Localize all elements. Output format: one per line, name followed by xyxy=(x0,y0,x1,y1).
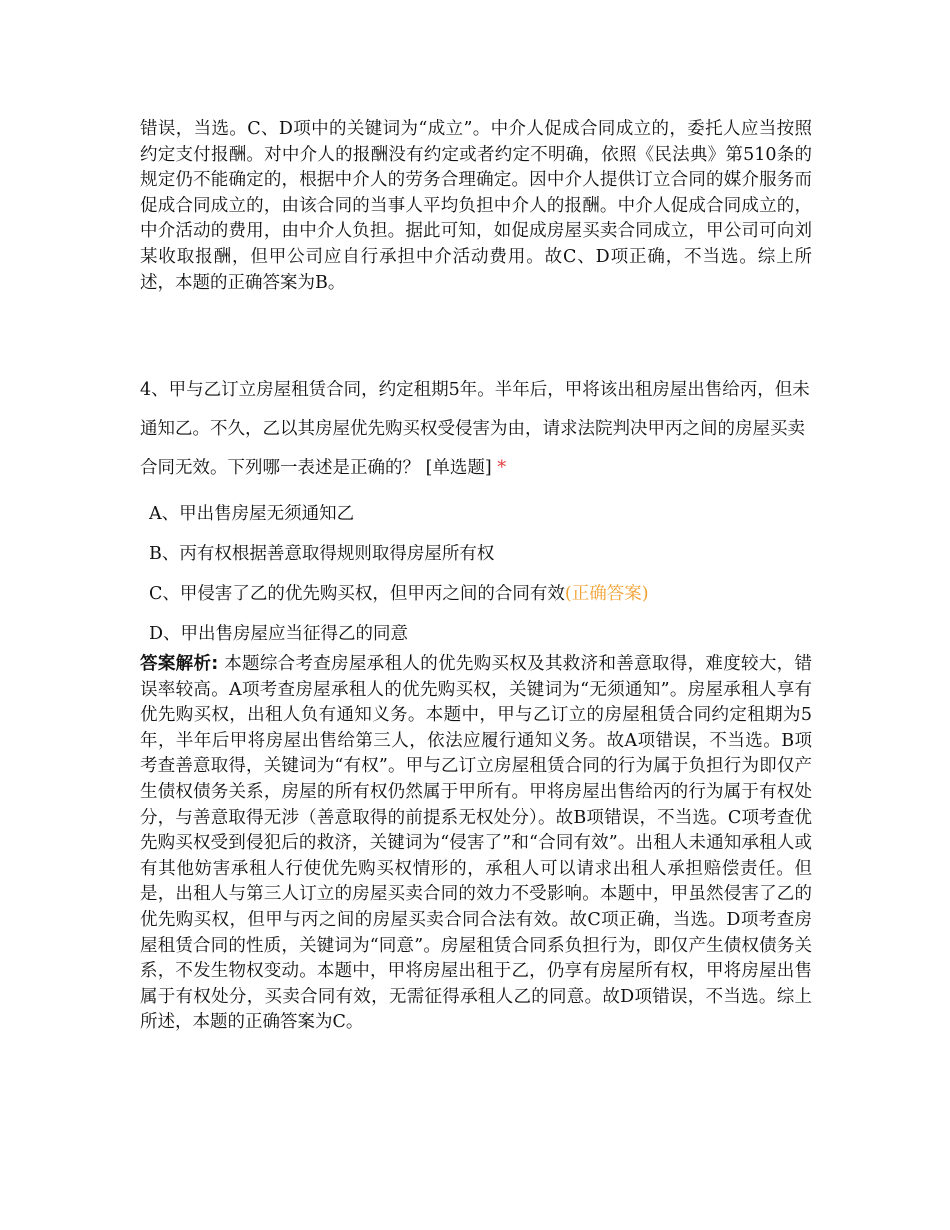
option-a xyxy=(149,494,812,534)
required-asterisk: * xyxy=(497,458,507,478)
option-d xyxy=(149,614,812,654)
question-4 xyxy=(140,371,812,654)
option-d-text: D、甲出售房屋应当征得乙的同意 xyxy=(149,624,409,644)
question-stem xyxy=(140,371,812,488)
option-c xyxy=(149,574,812,614)
answer-analysis xyxy=(140,652,812,1036)
option-b xyxy=(149,534,812,574)
option-list xyxy=(149,494,812,654)
question-type-label: [单选题] xyxy=(425,458,492,478)
option-b-text: B、丙有权根据善意取得规则取得房屋所有权 xyxy=(149,544,495,564)
question-stem-text: 4、甲与乙订立房屋租赁合同，约定租期5年。半年后，甲将该出租房屋出售给丙，但未通知乙。不久，乙以其房屋优先购买权受侵害为由，请求法院判决甲丙之间的房屋买卖合同无效。下列哪一表述是正确的？ xyxy=(140,380,810,478)
analysis-text: 本题综合考查房屋承租人的优先购买权及其救济和善意取得，难度较大，错误率较高。A项考查房屋承租人的优先购买权，关键词为“无须通知”。房屋承租人享有优先购买权，出租人负有通知义务。本题中，甲与乙订立的房屋租赁合同约定租期为5年，半年后甲将房屋出售给第三人，依法应履行通知义务。故A项错误，不当选。B项考查善意取得，关键词为“有权”。甲与乙订立房屋租赁合同的行为属于负担行为即仅产生债权债务关系，房屋的所有权仍然属于甲所有。甲将房屋出售给丙的行为属于有权处分，与善意取得无涉（善意取得的前提系无权处分）。故B项错误，不当选。C项考查优先购买权受到侵犯后的救济，关键词为“侵害了”和“合同有效”。出租人未通知承租人或有其他妨害承租人行使优先购买权情形的，承租人可以请求出租人承担赔偿责任。但是，出租人与第三人订立的房屋买卖合同的效力不受影响。本题中，甲虽然侵害了乙的优先购买权，但甲与丙之间的房屋买卖合同合法有效。故C项正确，当选。D项考查房屋租赁合同的性质，关键词为“同意”。房屋租赁合同系负担行为，即仅产生债权债务关系，不发生物权变动。本题中，甲将房屋出租于乙，仍享有房屋所有权，甲将房屋出售属于有权处分，买卖合同有效，无需征得承租人乙的同意。故D项错误，不当选。综上所述，本题的正确答案为C。 xyxy=(140,654,812,1033)
option-c-correct-tag: (正确答案) xyxy=(564,584,649,604)
analysis-label: 答案解析: xyxy=(140,654,219,674)
option-c-text: C、甲侵害了乙的优先购买权，但甲丙之间的合同有效 xyxy=(149,584,565,604)
previous-answer-analysis: 错误，当选。C、D项中的关键词为“成立”。中介人促成合同成立的，委托人应当按照约定支付报酬。对中介人的报酬没有约定或者约定不明确，依照《民法典》第510条的规定仍不能确定的，根据中介人的劳务合理确定。因中介人提供订立合同的媒介服务而促成合同成立的，由该合同的当事人平均负担中介人的报酬。中介人促成合同成立的，中介活动的费用，由中介人负担。据此可知，如促成房屋买卖合同成立，甲公司可向刘某收取报酬，但甲公司应自行承担中介活动费用。故C、D项正确，不当选。综上所述，本题的正确答案为B。 xyxy=(140,119,812,293)
option-a-text: A、甲出售房屋无须通知乙 xyxy=(149,504,355,524)
